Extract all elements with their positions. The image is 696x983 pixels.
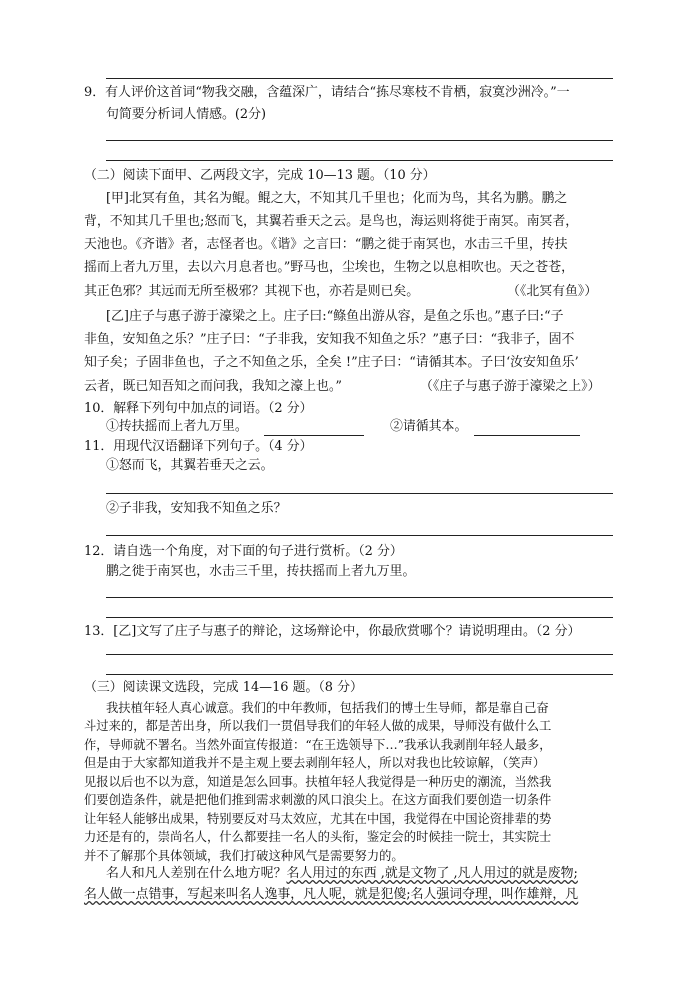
passage-line: 们要创造条件，就是把他们推到需求刺激的风口浪尖上。在这方面我们要创造一切条件: [84, 793, 552, 807]
section-2-heading: （二）阅读下面甲、乙两段文字，完成 10—13 题。（10 分）: [84, 168, 436, 183]
passage-yi-source: （《庄子与惠子游于濠梁之上》）: [420, 379, 601, 394]
question-13: 13．[乙]文写了庄子与惠子的辩论，这场辩论中，你最欣赏哪个？请说明理由。（2 分）: [84, 624, 581, 639]
section-3-heading: （三）阅读课文选段，完成 14—16 题。（8 分）: [84, 680, 363, 695]
passage-jia-line: 背，不知其几千里也;怒而飞，其翼若垂天之云。是鸟也，海运则将徙于南冥。南冥者，: [84, 214, 579, 229]
passage-jia-line: 天池也。《齐谐》者，志怪者也。《谐》之言曰：“鹏之徙于南冥也，水击三千里，抟扶: [84, 237, 568, 252]
passage-line: 我扶植年轻人真心诚意。我们的中年教师，包括我们的博士生导师，都是靠自己奋: [106, 701, 549, 715]
answer-line: [106, 617, 613, 618]
question-11: 11．用现代汉语翻译下列句子。（4 分）: [84, 439, 313, 454]
passage-jia-source: （《北冥有鱼》）: [507, 284, 598, 299]
passage-para2-line: [106, 868, 578, 881]
passage-para2-lead: 名人和凡人差别在什么地方呢？: [106, 866, 287, 881]
question-9: 9．有人评价这首词“物我交融，含蕴深广，请结合“拣尽寒枝不肯栖，寂寞沙洲冷。”一: [84, 85, 570, 100]
passage-line: 见报以后也不以为意，知道是怎么回事。扶植年轻人我觉得是一种历史的潮流，当然我: [84, 775, 552, 789]
question-10-b: ②请循其本。: [390, 419, 468, 434]
passage-line: 作，导师就不署名。当然外面宣传报道：“在王选领导下…”我承认我剥削年轻人最多，: [84, 738, 552, 752]
passage-para2-underlined: 名人用过的东西 ,就是文物了 ,凡人用过的就是废物;: [286, 866, 578, 881]
question-11-b: ②子非我，安知我不知鱼之乐？: [106, 501, 287, 516]
passage-yi-line: 非鱼，安知鱼之乐？”庄子曰：“子非我，安知我不知鱼之乐？”惠子曰：“我非子，固不: [84, 332, 575, 347]
passage-jia-line: 摇而上者九万里，去以六月息者也。”野马也，尘埃也，生物之以息相吹也。天之苍苍，: [84, 260, 574, 275]
blank-10-b[interactable]: [474, 435, 580, 436]
question-9-cont: 句简要分析词人情感。(2分): [106, 107, 267, 122]
question-11-a: ①怒而飞，其翼若垂天之云。: [106, 458, 274, 473]
question-12-text: 鹏之徙于南冥也，水击三千里，抟扶摇而上者九万里。: [106, 564, 416, 579]
answer-line: [106, 654, 613, 655]
question-10-a: ①抟扶摇而上者九万里。: [106, 419, 248, 434]
passage-line: 让年轻人能够出成果，特别要反对马太效应，尤其在中国，我觉得在中国论资排辈的势: [84, 812, 552, 826]
question-12: 12．请自选一个角度，对下面的句子进行赏析。（2 分）: [84, 544, 403, 559]
passage-yi-line: 知子矣；子固非鱼也，子之不知鱼之乐，全矣 !”庄子曰：“请循其本。子曰‘汝安知鱼乐’: [84, 355, 579, 370]
passage-jia-line: [甲]北冥有鱼，其名为鲲。鲲之大，不知其几千里也；化而为鸟，其名为鹏。鹏之: [106, 191, 568, 206]
passage-yi-line: [乙]庄子与惠子游于濠梁之上。庄子曰:“鲦鱼出游从容，是鱼之乐也。”惠子曰:“子: [106, 309, 564, 324]
passage-para2-underlined: 名人做一点错事，写起来叫名人逸事，凡人呢，就是犯傻;名人强词夺理，叫作雄辩，凡: [84, 887, 579, 902]
answer-line: [106, 493, 613, 494]
answer-line: [106, 597, 613, 598]
passage-line: 斗过来的，都是苦出身，所以我们一贯倡导我们的年轻人做的成果，导师没有做什么工: [84, 719, 552, 733]
answer-line: [106, 78, 613, 79]
question-10: 10．解释下列句中加点的词语。（2 分）: [84, 401, 313, 416]
passage-yi-line: 云者，既已知吾知之而问我，我知之濠上也。”: [84, 379, 342, 394]
passage-line: 但是由于大家都知道我并不是主观上要去剥削年轻人，所以对我也比较谅解，（笑声）: [84, 756, 546, 770]
passage-line: 并不了解那个具体领域，我们打破这种风气是需要努力的。: [84, 849, 404, 863]
passage-jia-line: 其正色邪？其远而无所至极邪？其视下也，亦若是则已矣。: [84, 284, 420, 299]
answer-line: [106, 535, 613, 536]
answer-line: [106, 140, 613, 141]
passage-line: 力还是有的，崇尚名人，什么都要挂一名人的头衔，鉴定会的时候挂一院士，其实院士: [84, 830, 552, 844]
answer-line: [106, 674, 613, 675]
blank-10-a[interactable]: [264, 435, 364, 436]
answer-line: [106, 160, 613, 161]
